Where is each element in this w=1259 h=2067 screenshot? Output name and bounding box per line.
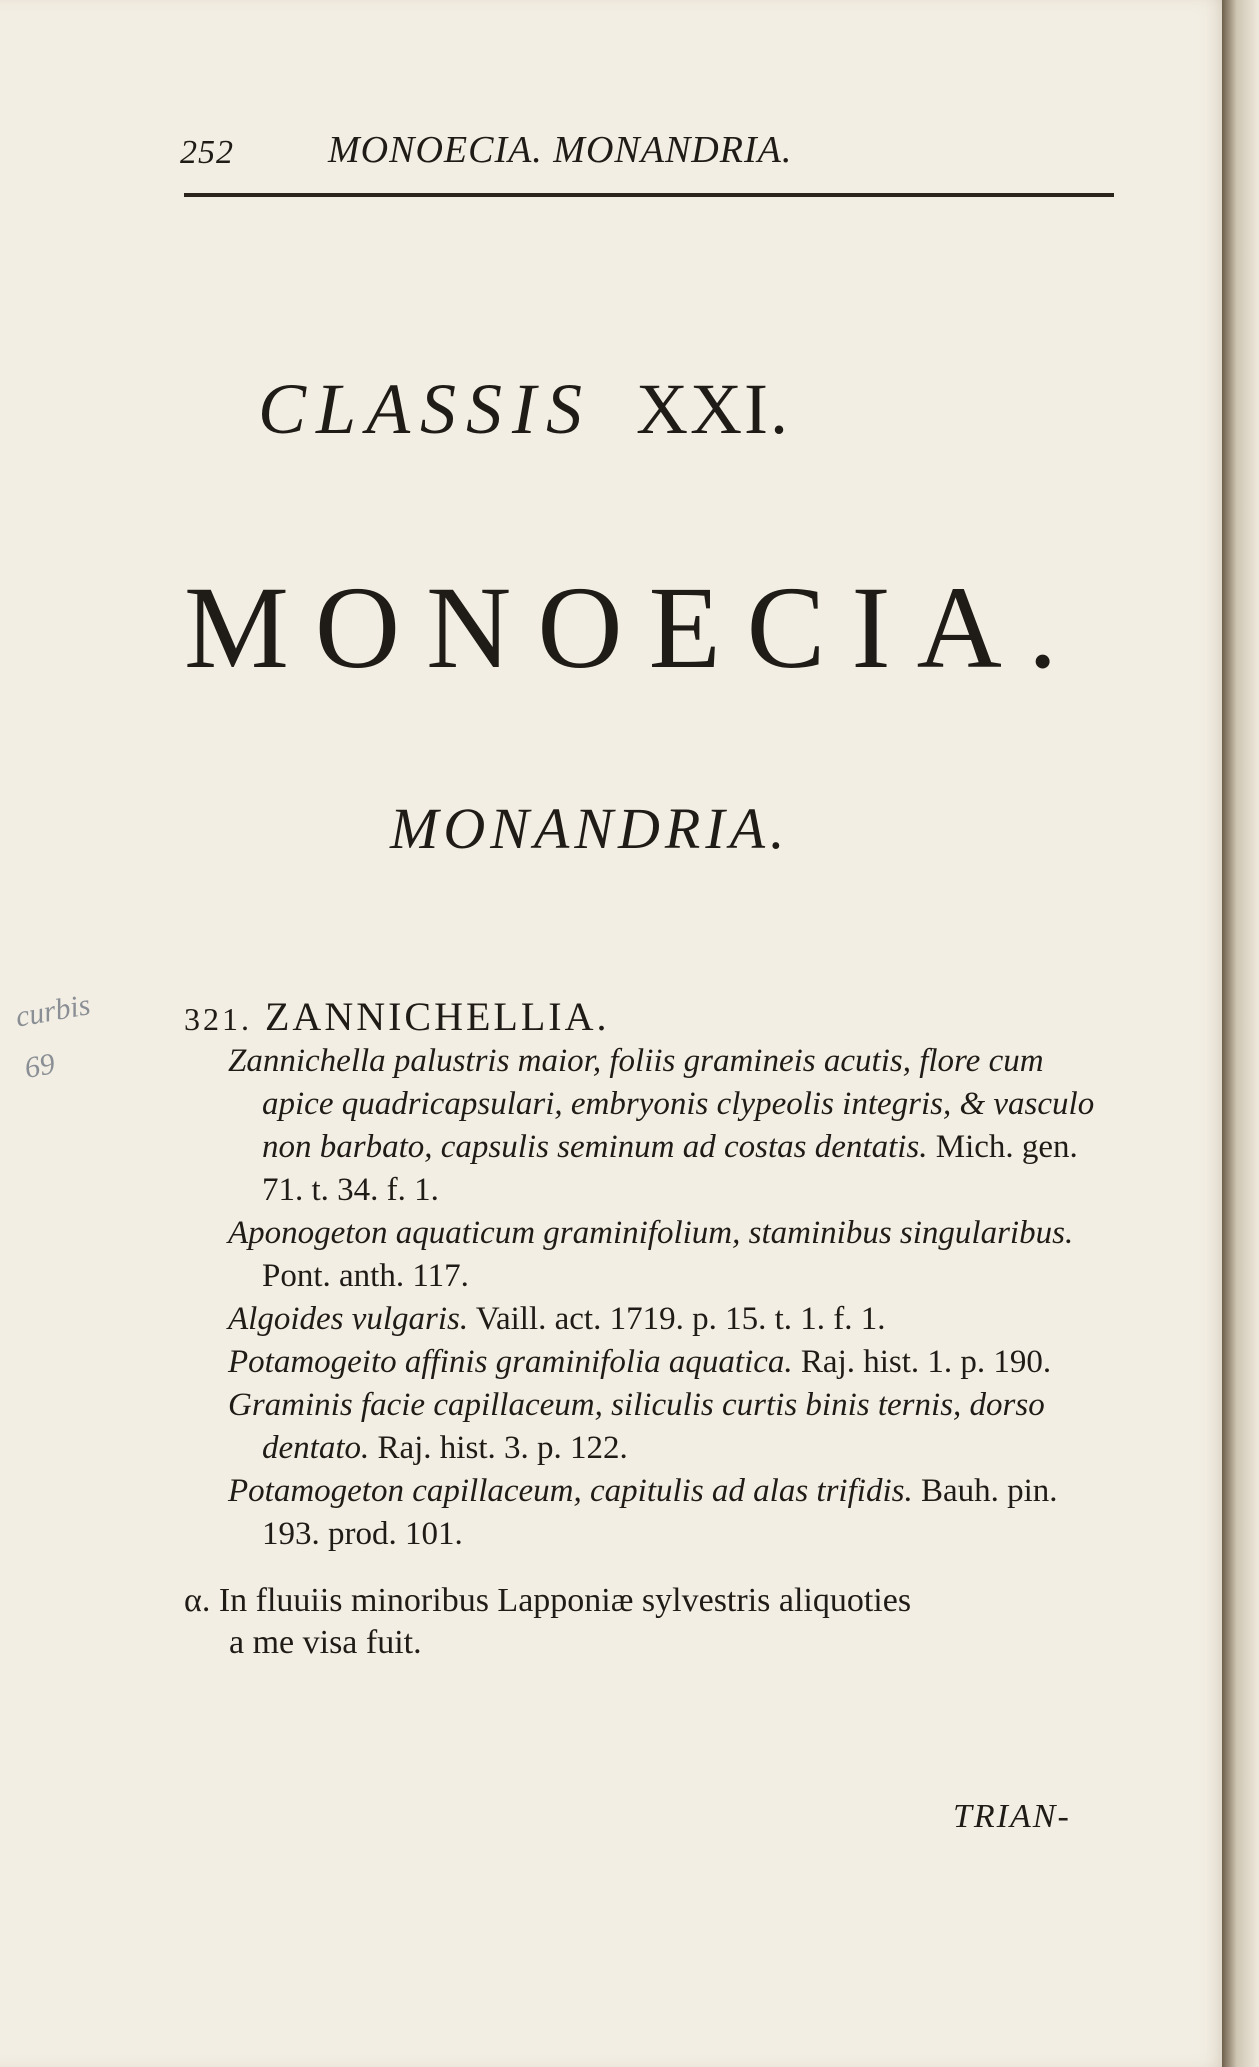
synonym-name: Graminis facie capillaceum, siliculis curtis binis ternis, dorso dentato. (228, 1387, 1045, 1466)
header-rule (184, 193, 1114, 197)
genus-name: ZANNICHELLIA. (265, 994, 610, 1039)
note-text-line1: In fluuiis minoribus Lapponiæ sylvestris aliquoties (218, 1582, 912, 1619)
synonym-name: Potamogeito affinis graminifolia aquatica. (228, 1344, 793, 1380)
note-text-line2: a me visa fuit. (229, 1624, 422, 1661)
note-marker: α. (184, 1582, 211, 1619)
synonym-entry (228, 1470, 1123, 1556)
synonym-reference: Raj. hist. 1. p. 190. (800, 1344, 1052, 1380)
synonym-name: Algoides vulgaris. (228, 1301, 469, 1337)
synonym-list (228, 1040, 1123, 1556)
synonym-reference: Mich. gen. 71. t. 34. f. 1. (262, 1129, 1078, 1208)
classis-number: XXI. (636, 369, 790, 449)
synonym-name: Potamogeton capillaceum, capitulis ad alas trifidis. (228, 1473, 913, 1509)
genus-number: 321. (184, 1001, 252, 1037)
classis-heading (258, 368, 790, 451)
synonym-reference: Pont. anth. 117. (262, 1258, 469, 1294)
class-name: MONOECIA. (184, 562, 1084, 693)
catchword: TRIAN- (953, 1798, 1071, 1835)
synonym-entry (228, 1212, 1123, 1298)
synonym-name: Zannichella palustris maior, foliis gramineis acutis, flore cum apice quadricapsulari, embryonis clypeolis integris, & vasculo non barbato, capsulis seminum ad costas dentatis. (228, 1043, 1095, 1165)
running-title: MONOECIA. MONANDRIA. (328, 129, 793, 171)
synonym-entry (228, 1040, 1123, 1212)
classis-word: CLASSIS (258, 369, 593, 449)
synonym-entry (228, 1341, 1123, 1384)
margin-note-line2: 69 (22, 1047, 58, 1085)
order-name: MONANDRIA. (390, 796, 790, 861)
synonym-entry (228, 1384, 1123, 1470)
page-edge (1222, 0, 1259, 2067)
handwritten-margin-note (12, 979, 104, 1094)
habitat-note-line1 (184, 1580, 1114, 1622)
page-header (180, 128, 1115, 178)
margin-note-line1: curbis (13, 988, 93, 1034)
genus-heading (184, 993, 610, 1040)
synonym-reference: Vaill. act. 1719. p. 15. t. 1. f. 1. (475, 1301, 886, 1337)
synonym-reference: Raj. hist. 3. p. 122. (377, 1430, 628, 1466)
habitat-note (184, 1580, 1114, 1664)
page-number: 252 (180, 134, 234, 171)
synonym-reference: Bauh. pin. 193. prod. 101. (262, 1473, 1058, 1552)
synonym-name: Aponogeton aquaticum graminifolium, staminibus singularibus. (228, 1215, 1074, 1251)
synonym-entry (228, 1298, 1123, 1341)
